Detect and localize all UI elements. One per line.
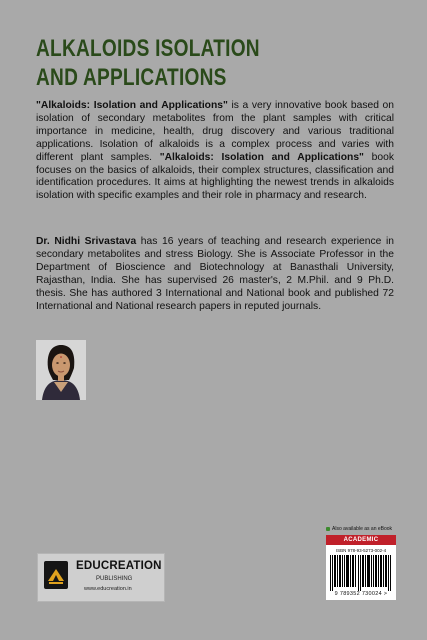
book-name-bold: "Alkaloids: Isolation and Applications" (36, 100, 228, 111)
book-title-line-2: AND APPLICATIONS (36, 64, 227, 91)
description-text-2: book focuses on the basics of alkaloids, their complex structures, classification and identification procedures. It aims at highlighting the newest trends in alkaloids isolation with specific examples and their role in pharmacy and research. (36, 151, 394, 202)
ebook-icon (326, 527, 330, 531)
book-description (36, 100, 394, 203)
author-portrait-icon (36, 340, 86, 400)
publisher-url: www.educreation.in (84, 586, 132, 592)
publisher-name: EDUCREATION (76, 560, 162, 572)
book-name-bold-2: "Alkaloids: Isolation and Applications" (159, 151, 364, 163)
author-bio (36, 236, 394, 313)
barcode-icon (330, 555, 392, 591)
author-name: Dr. Nidhi Srivastava (36, 236, 137, 247)
ebook-note-text: Also available as an eBook (332, 526, 393, 532)
publisher-emblem-icon (44, 561, 68, 589)
book-title (36, 34, 317, 92)
author-bio-text: has 16 years of teaching and research experience in secondary metabolites and stress Biology. She is Associate Professor in the Department of Bioscience and Biotechnology at Banasthali University, Rajasthan, India. She has supervised 26 master's, 2 M.Phil. and 9 Ph.D. thesis. She has authored 3 International and National book and published 72 International and National research papers in reputed journals. (36, 236, 394, 312)
book-title-line-1: ALKALOIDS ISOLATION (36, 35, 260, 62)
description-text-1: is a very innovative book based on isolation of secondary metabolites from the plant samples with critical importance in medicine, health, drug discovery and various traditional applications. Isolation of alkaloids is a complex process and varies with different plant samples. (36, 100, 395, 163)
isbn-number: 9 789352 730024 > (334, 591, 388, 597)
ebook-note (326, 526, 396, 532)
author-photo (36, 340, 86, 400)
category-badge: ACADEMIC (326, 535, 396, 545)
isbn-barcode (326, 545, 396, 600)
publisher-subtitle: PUBLISHING (96, 576, 133, 582)
publisher-logo (37, 553, 165, 602)
isbn-label: ISBN 978-93-5273-002-4 (335, 548, 387, 553)
